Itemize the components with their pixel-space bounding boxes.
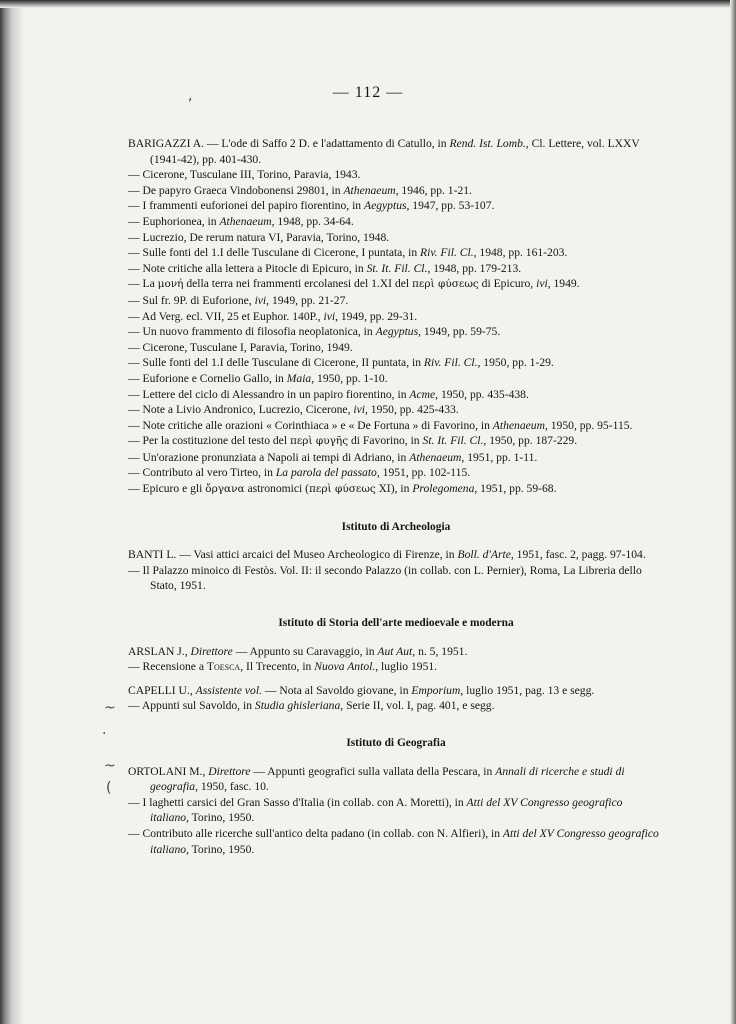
pen-mark: ~: [104, 758, 116, 774]
pen-mark: ~: [104, 700, 116, 716]
entry-text: , luglio 1951, pag. 13 e segg.: [460, 683, 595, 697]
greek-text: ὄργανα: [205, 483, 245, 496]
bibliography-entry: [128, 450, 664, 466]
entry-text: , Il Trecento, in: [240, 660, 315, 674]
bibliography-entry: [128, 387, 664, 403]
pen-mark: ·: [102, 726, 107, 742]
entry-text: — Contributo alle ricerche sull'antico delta padano (in collab. con N. Alfieri), in: [128, 826, 503, 840]
italic-title: ivi: [323, 309, 336, 323]
binding-shadow: [0, 0, 24, 1024]
entry-gap: [128, 675, 664, 683]
bibliography-entry: [128, 826, 664, 857]
bibliography-entry: [128, 698, 664, 714]
bibliography-entry: [128, 340, 664, 356]
entry-text: , 1951, pp. 59-68.: [474, 482, 557, 496]
italic-title: Athenaeum: [343, 183, 396, 197]
section-heading: Istituto di Archeologia: [341, 520, 451, 533]
italic-title: ivi: [536, 277, 548, 291]
entry-text: , 1950, pp. 95-115.: [544, 418, 633, 432]
bibliography-entry: [128, 324, 664, 340]
italic-title: Aut Aut: [377, 644, 413, 658]
entry-text: — Appunti sul Savoldo, in: [128, 699, 255, 713]
entry-text: , n. 5, 1951.: [412, 644, 468, 658]
bibliography-entry: [128, 136, 664, 167]
entry-text: , 1950, pp. 1-10.: [311, 371, 388, 385]
entry-text: — La: [128, 277, 158, 291]
entry-text: — Recensione a: [128, 660, 207, 674]
entry-text: — Contributo al vero Tirteo, in: [128, 466, 276, 480]
section-heading: Istituto di Geografia: [346, 737, 446, 749]
italic-title: ivi: [254, 293, 267, 307]
bibliography-entry: [128, 465, 664, 481]
entry-text: — Epicuro e gli: [128, 482, 206, 496]
entry-text: , 1946, pp. 1-21.: [395, 183, 472, 197]
entry-text: , Cl. Lettere, vol. LXXV (1941-42), pp. 401-430.: [150, 137, 640, 166]
italic-title: Annali di ricerche e studi di geografia: [150, 764, 625, 794]
entry-text: di Favorino, in: [348, 434, 423, 448]
entry-text: , 1947, pp. 53-107.: [406, 199, 495, 213]
entry-text: — Sulle fonti del 1.I delle Tusculane di Cicerone, II puntata, in: [128, 356, 424, 370]
entry-text: BARIGAZZI A. — L'ode di Saffo 2 D. e l'adattamento di Catullo, in: [128, 137, 450, 150]
entry-text: , 1949, pp. 29-31.: [335, 309, 418, 323]
entry-text: — Appunti geografici sulla vallata della Pescara, in: [250, 764, 496, 778]
bibliography-entry: [128, 644, 664, 660]
bibliography-entry: [128, 230, 664, 246]
italic-title: Riv. Fil. Cl.: [420, 246, 474, 260]
italic-title: Athenaeum: [219, 214, 272, 228]
entry-text: , 1951, pp. 102-115.: [376, 466, 471, 480]
entry-text: — Sul fr. 9P. di Euforione,: [128, 293, 255, 307]
bibliography-entry: [128, 276, 664, 293]
page-number: — 112 —: [332, 84, 404, 101]
entry-text: — Lucrezio, De rerum natura VI, Paravia, Torino, 1948.: [128, 230, 390, 244]
bibliography-entry: [128, 293, 664, 309]
greek-text: περὶ φυγῆς: [289, 435, 349, 448]
entry-text: astronomici (: [244, 482, 310, 496]
bibliography-entry: [128, 481, 664, 498]
bibliography-entry: [128, 245, 664, 261]
bibliography-entry: [128, 764, 664, 795]
entry-text: ), in: [390, 482, 413, 496]
bibliography-entry: [128, 547, 664, 563]
entry-text: — Note critiche alla lettera a Pitocle di Epicuro, in: [128, 261, 367, 275]
entry-text: — Euphorionea, in: [128, 214, 220, 228]
entry-text: , luglio 1951.: [375, 660, 438, 674]
greek-text: περὶ φύσεως: [412, 278, 479, 291]
bibliography-entry: [128, 683, 664, 699]
entry-text: Toesca: [206, 660, 241, 674]
pen-mark: (: [106, 780, 112, 796]
entry-text: — Un nuovo frammento di filosofia neoplatonica, in: [128, 325, 376, 339]
bibliography-entry: [128, 198, 664, 214]
italic-title: ivi: [353, 403, 365, 417]
section-heading: Istituto di Storia dell'arte medioevale e moderna: [278, 617, 514, 630]
bibliography-entry: [128, 309, 664, 325]
entry-text: — Lettere del ciclo di Alessandro in un papiro fiorentino, in: [128, 387, 410, 401]
italic-title: Studia ghisleriana: [254, 699, 341, 713]
bibliography-entry: [128, 659, 664, 675]
italic-title: Atti del XV Congresso geografico italiano: [150, 795, 623, 825]
entry-text: , Torino, 1950.: [186, 842, 255, 856]
bibliography-entry: [128, 183, 664, 199]
italic-title: Acme: [409, 387, 436, 401]
entry-text: — De papyro Graeca Vindobonensi 29801, in: [128, 183, 344, 197]
greek-text: μονή: [157, 278, 184, 291]
italic-title: Aegyptus: [375, 325, 419, 339]
pen-mark: ,: [188, 88, 193, 104]
entry-text: , 1948, pp. 179-213.: [427, 261, 522, 275]
entry-text: — Cicerone, Tusculane III, Torino, Paravia, 1943.: [128, 168, 361, 182]
bibliography-content: [128, 136, 664, 857]
italic-title: Atti del XV Congresso geografico italiano: [150, 826, 659, 856]
italic-title: Emporium: [411, 683, 461, 697]
italic-title: Riv. Fil. Cl.: [423, 356, 478, 370]
entry-text: , 1951, pp. 1-11.: [461, 450, 538, 464]
entry-text: — I laghetti carsici del Gran Sasso d'Italia (in collab. con A. Moretti), in: [128, 795, 467, 809]
italic-title: Assistente vol.: [195, 683, 262, 697]
italic-title: St. It. Fil. Cl.: [422, 434, 484, 448]
entry-text: — Nota al Savoldo giovane, in: [261, 683, 412, 697]
entry-text: di Epicuro,: [478, 277, 537, 291]
entry-text: — Cicerone, Tusculane I, Paravia, Torino, 1949.: [128, 340, 353, 354]
entry-text: , 1948, pp. 34-64.: [271, 214, 354, 228]
bibliography-entry: [128, 563, 664, 594]
top-scan-edge: [0, 0, 736, 8]
entry-text: — I frammenti euforionei del papiro fiorentino, in: [128, 199, 364, 213]
right-scan-edge: [730, 0, 736, 1024]
bibliography-entry: [128, 355, 664, 371]
entry-text: , 1949, pp. 21-27.: [266, 293, 349, 307]
italic-title: Boll. d'Arte: [457, 548, 511, 562]
entry-text: — Il Palazzo minoico di Festòs. Vol. II: il secondo Palazzo (in collab. con L. Pernier), Roma, La Libreria dello Stato, 1951.: [128, 563, 642, 593]
entry-text: — Per la costituzione del testo del: [128, 434, 290, 448]
entry-text: , 1950, fasc. 10.: [195, 780, 269, 794]
bibliography-entry: [128, 418, 664, 434]
bibliography-entry: [128, 795, 664, 826]
italic-title: Maia: [286, 371, 312, 385]
entry-text: — Euforione e Cornelio Gallo, in: [128, 371, 287, 385]
entry-text: ARSLAN J.,: [128, 644, 191, 658]
entry-text: — Ad Verg. ecl. VII, 25 et Euphor. 140P.,: [128, 309, 324, 323]
greek-text: περὶ φύσεως XI: [309, 483, 391, 496]
entry-text: , 1948, pp. 161-203.: [473, 246, 568, 260]
entry-text: , 1950, pp. 425-433.: [364, 403, 459, 417]
entry-text: , 1951, fasc. 2, pagg. 97-104.: [510, 548, 646, 562]
entry-text: , Torino, 1950.: [186, 811, 255, 825]
bibliography-entry: [128, 433, 664, 450]
italic-title: Direttore: [190, 644, 233, 658]
entry-text: ORTOLANI M.,: [128, 764, 209, 778]
bibliography-entry: [128, 167, 664, 183]
bibliography-entry: [128, 371, 664, 387]
entry-text: , 1950, pp. 435-438.: [435, 387, 529, 401]
entry-text: , 1949.: [547, 277, 580, 291]
bibliography-entry: [128, 402, 664, 418]
entry-text: , 1950, pp. 1-29.: [477, 356, 554, 370]
italic-title: St. It. Fil. Cl.: [366, 261, 428, 275]
italic-title: Nuova Antol.: [314, 660, 376, 674]
italic-title: Athenaeum: [409, 450, 462, 464]
entry-text: — Note critiche alle orazioni « Corinthiaca » e « De Fortuna » di Favorino, in: [128, 418, 493, 432]
entry-text: , 1949, pp. 59-75.: [418, 325, 501, 339]
entry-text: BANTI L. — Vasi attici arcaici del Museo Archeologico di Firenze, in: [128, 548, 458, 562]
italic-title: Rend. Ist. Lomb.: [449, 137, 526, 150]
italic-title: Athenaeum: [492, 418, 545, 432]
entry-text: , Serie II, vol. I, pag. 401, e segg.: [340, 699, 495, 713]
entry-text: — Note a Livio Andronico, Lucrezio, Cicerone,: [128, 403, 354, 417]
entry-text: — Appunto su Caravaggio, in: [232, 644, 378, 658]
italic-title: Aegyptus: [364, 199, 407, 213]
entry-text: — Sulle fonti del 1.I delle Tusculane di Cicerone, I puntata, in: [128, 246, 421, 260]
italic-title: La parola del passato: [275, 466, 377, 480]
entry-text: CAPELLI U.,: [128, 683, 196, 697]
entry-text: — Un'orazione pronunziata a Napoli ai tempi di Adriano, in: [128, 450, 410, 464]
bibliography-entry: [128, 214, 664, 230]
entry-text: , 1950, pp. 187-229.: [483, 434, 578, 448]
bibliography-entry: [128, 261, 664, 277]
entry-text: della terra nei frammenti ercolanesi del 1.XI del: [183, 277, 413, 291]
italic-title: Prolegomena: [412, 482, 475, 496]
italic-title: Direttore: [208, 764, 251, 778]
